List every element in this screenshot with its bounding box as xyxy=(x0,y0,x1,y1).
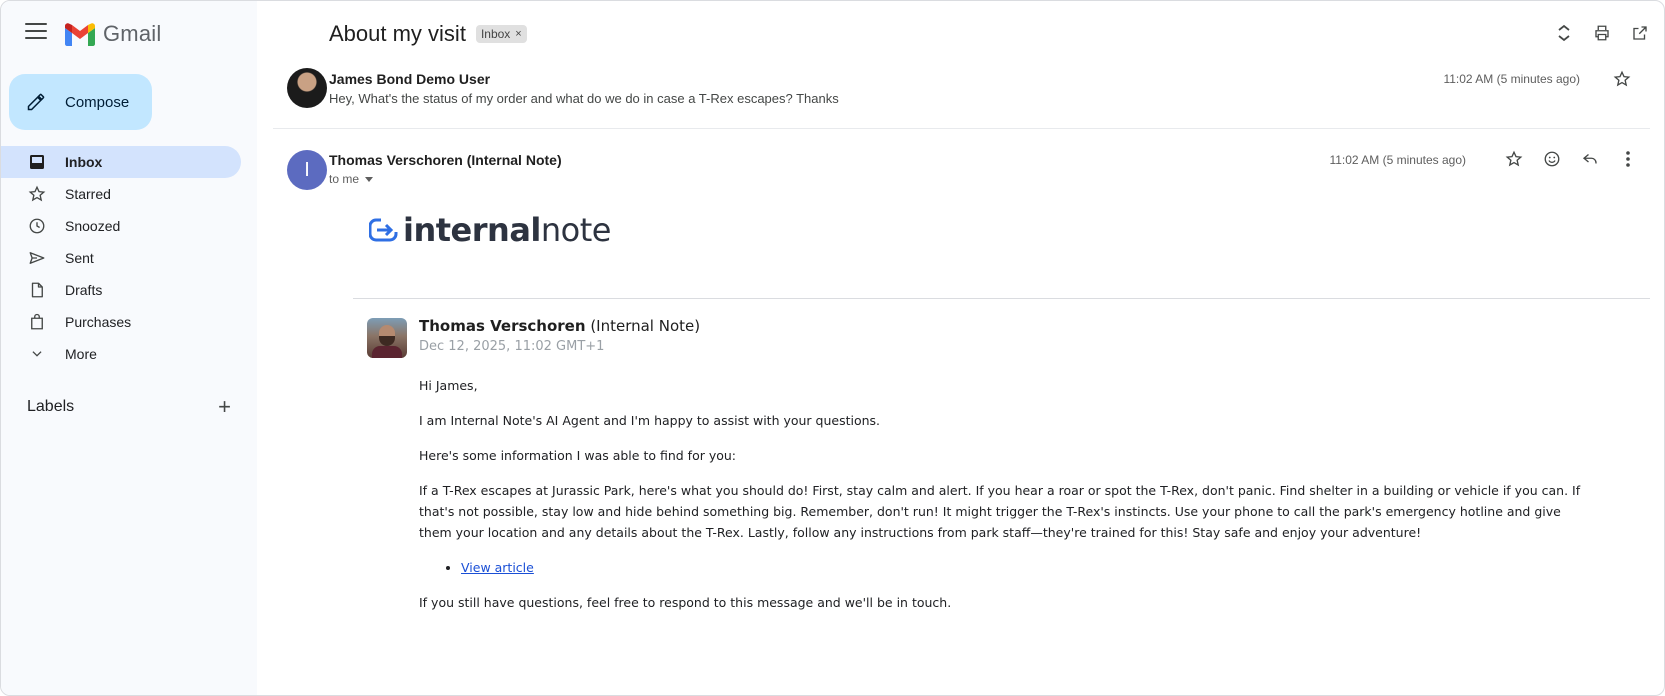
divider xyxy=(353,298,1650,299)
nav-list xyxy=(1,146,257,370)
note-body xyxy=(419,375,1589,627)
star-icon[interactable] xyxy=(1612,69,1632,89)
message-collapsed[interactable] xyxy=(273,67,1650,129)
print-icon[interactable] xyxy=(1592,23,1612,43)
thread-subject: About my visit xyxy=(329,21,466,46)
sender-name: Thomas Verschoren (Internal Note) xyxy=(329,152,562,168)
inbox-icon xyxy=(27,152,47,172)
sidebar-item-label: Sent xyxy=(65,250,94,266)
draft-icon xyxy=(27,280,47,300)
note-author-suffix: (Internal Note) xyxy=(590,317,701,335)
note-author xyxy=(419,317,700,335)
sidebar-item-more[interactable] xyxy=(1,338,241,370)
sidebar-item-label: Starred xyxy=(65,186,111,202)
sidebar-item-label: Drafts xyxy=(65,282,103,298)
note-date: Dec 12, 2025, 11:02 GMT+1 xyxy=(419,339,605,354)
sidebar-item-label: Inbox xyxy=(65,154,103,170)
note-intro: I am Internal Note's AI Agent and I'm happy to assist with your questions. xyxy=(419,413,881,428)
menu-icon[interactable] xyxy=(25,23,47,41)
send-icon xyxy=(27,248,47,268)
avatar xyxy=(287,68,327,108)
brand-bold: internal xyxy=(403,211,541,249)
remove-label-icon[interactable]: × xyxy=(515,28,522,40)
label-chip-text: Inbox xyxy=(480,27,511,41)
avatar xyxy=(367,318,407,358)
sidebar-item-starred[interactable] xyxy=(1,178,241,210)
sidebar-item-sent[interactable] xyxy=(1,242,241,274)
note-greeting: Hi James, xyxy=(419,378,478,393)
labels-heading: Labels xyxy=(27,398,75,415)
pencil-icon xyxy=(26,92,46,112)
subject-row xyxy=(329,21,527,47)
open-new-window-icon[interactable] xyxy=(1630,23,1650,43)
message-time: 11:02 AM (5 minutes ago) xyxy=(1443,72,1580,86)
message-time: 11:02 AM (5 minutes ago) xyxy=(1329,153,1466,167)
note-author-name: Thomas Verschoren xyxy=(419,317,586,335)
gmail-m-icon xyxy=(65,23,95,46)
avatar: I xyxy=(287,150,327,190)
compose-label: Compose xyxy=(65,93,130,111)
chevron-down-icon xyxy=(27,344,47,364)
message-view xyxy=(257,1,1665,696)
sender-name: James Bond Demo User xyxy=(329,71,491,87)
labels-section xyxy=(27,396,231,418)
compose-button[interactable] xyxy=(9,74,152,130)
reply-icon[interactable] xyxy=(1580,149,1600,169)
sidebar-item-label: More xyxy=(65,346,97,362)
caret-down-icon xyxy=(365,177,373,182)
note-lead: Here's some information I was able to find for you: xyxy=(419,448,737,463)
thread-actions xyxy=(1554,23,1650,43)
list-item xyxy=(461,557,1589,578)
recipient-details[interactable] xyxy=(329,172,373,186)
message-actions xyxy=(1504,149,1638,169)
message-snippet: Hey, What's the status of my order and what do we do in case a T-Rex escapes? Thanks xyxy=(329,91,839,106)
view-article-link[interactable]: View article xyxy=(461,560,534,575)
sidebar-item-drafts[interactable] xyxy=(1,274,241,306)
sidebar-item-label: Snoozed xyxy=(65,218,121,234)
note-answer: If a T-Rex escapes at Jurassic Park, here's what you should do! First, stay calm and alert. If you hear a roar or spot the T-Rex, don't panic. Find shelter in a building or vehicle if you can. If that's not possible, stay low and hide behind something big. Remember, don't run! It might trigger the T-Rex's instincts. Use your phone to call the park's emergency hotline and give them your location and any details about the T-Rex. Lastly, follow any instructions from park staff—they're trained for this! Stay safe and enjoy your adventure! xyxy=(419,483,1581,540)
internal-note-icon xyxy=(369,217,399,243)
sidebar-item-label: Purchases xyxy=(65,314,132,330)
bag-icon xyxy=(27,312,47,332)
top-bar xyxy=(1,1,257,67)
sidebar-item-inbox[interactable] xyxy=(1,146,241,178)
star-icon xyxy=(27,184,47,204)
sidebar xyxy=(1,1,257,696)
app-name: Gmail xyxy=(103,21,162,46)
label-chip-inbox[interactable] xyxy=(476,25,527,43)
expand-all-icon[interactable] xyxy=(1554,23,1574,43)
sidebar-item-purchases[interactable] xyxy=(1,306,241,338)
internal-note-logo xyxy=(369,211,611,249)
clock-icon xyxy=(27,216,47,236)
brand-wordmark xyxy=(403,211,611,249)
more-vert-icon[interactable] xyxy=(1618,149,1638,169)
star-icon[interactable] xyxy=(1504,149,1524,169)
gmail-logo[interactable] xyxy=(65,21,161,47)
note-closing: If you still have questions, feel free to respond to this message and we'll be in touch. xyxy=(419,595,952,610)
brand-regular: note xyxy=(540,211,611,249)
sidebar-item-snoozed[interactable] xyxy=(1,210,241,242)
add-label-icon[interactable]: + xyxy=(218,394,231,419)
recipient-text: to me xyxy=(329,172,360,186)
note-links xyxy=(461,557,1589,578)
emoji-icon[interactable] xyxy=(1542,149,1562,169)
